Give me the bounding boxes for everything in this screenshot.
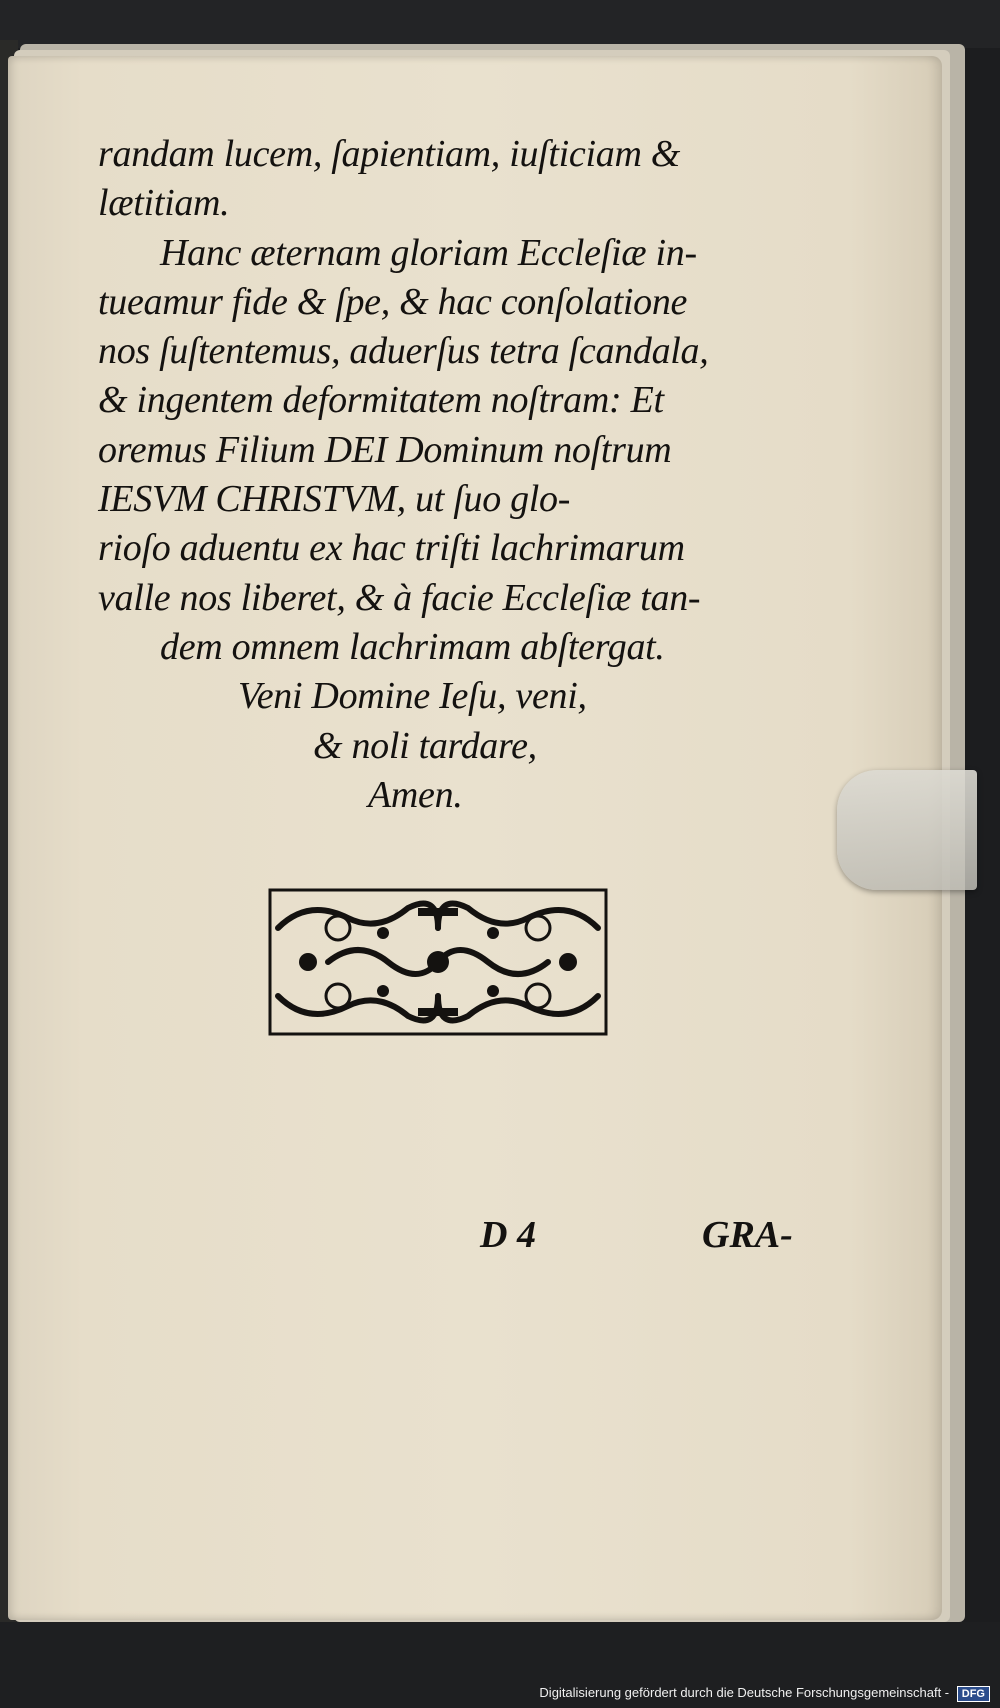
- text-line: dem omnem lachrimam abſtergat.: [160, 625, 665, 668]
- printers-ornament: [268, 888, 608, 1036]
- bookmark-tab: [837, 770, 977, 890]
- scan-top-background: [0, 0, 1000, 48]
- page-text: [98, 130, 788, 820]
- text-line: lætitiam.: [98, 182, 230, 225]
- text-line: randam lucem, ſapientiam, iuſticiam &: [98, 133, 681, 175]
- digitization-credit: [0, 1685, 990, 1702]
- text-line: Amen.: [368, 773, 463, 816]
- text-line: tueamur fide & ſpe, & hac conſolatione: [98, 280, 688, 323]
- dfg-logo: DFG: [957, 1686, 990, 1702]
- text-line: rioſo aduentu ex hac triſti lachrimarum: [98, 527, 685, 570]
- text-line: Hanc æternam gloriam Eccleſiæ in-: [160, 231, 697, 274]
- credit-text: Digitalisierung gefördert durch die Deutsche Forschungsgemeinschaft -: [539, 1685, 950, 1700]
- text-line: & noli tardare,: [313, 724, 537, 767]
- text-line: oremus Filium DEI Dominum noſtrum: [98, 428, 672, 471]
- text-line: valle nos liberet, & à facie Eccleſiæ tan-: [98, 576, 701, 619]
- text-line: & ingentem deformitatem noſtram: Et: [98, 379, 664, 422]
- signature-mark: D 4: [480, 1214, 536, 1256]
- text-line: IESVM CHRISTVM, ut ſuo glo-: [98, 478, 571, 521]
- text-line: Veni Domine Ieſu, veni,: [238, 675, 587, 718]
- text-line: nos ſuſtentemus, aduerſus tetra ſcandala,: [98, 330, 709, 373]
- catchword: GRA-: [702, 1214, 793, 1256]
